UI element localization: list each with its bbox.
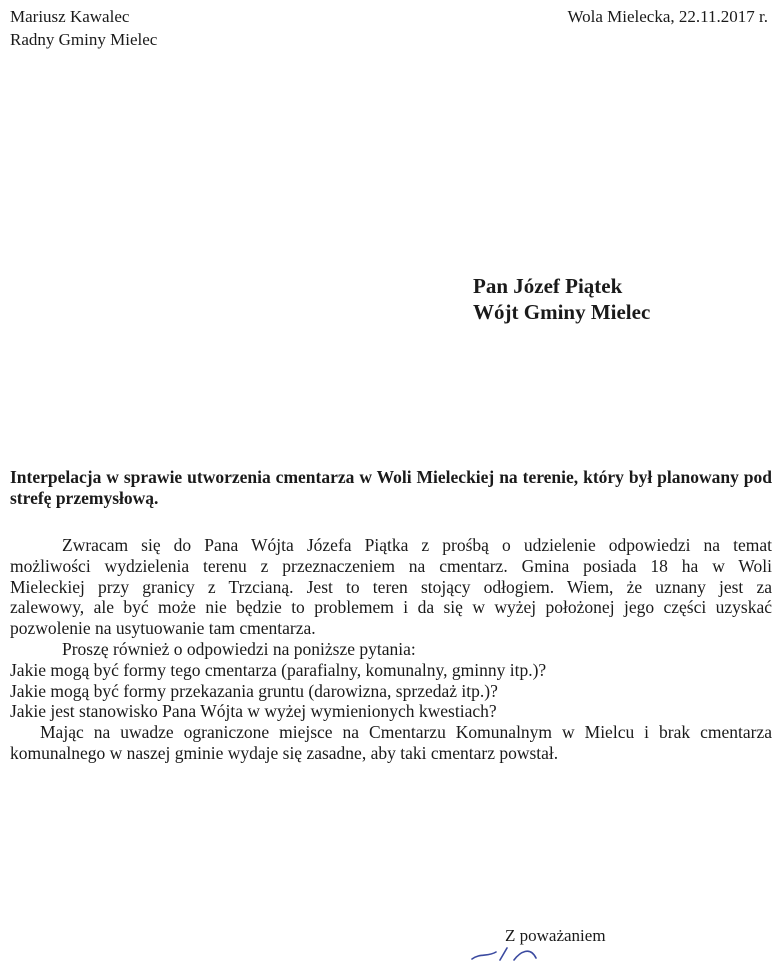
signature-scribble <box>470 944 560 961</box>
body-line: zalewowy, ale być może nie będzie to problemem i da się w wyżej położonej jego części uzyskać <box>10 597 772 618</box>
body-line: Mieleckiej przy granicy z Trzcianą. Jest to teren stojący odłogiem. Wiem, że uznany jest za <box>10 576 772 597</box>
question-item: Jakie jest stanowisko Pana Wójta w wyżej wymienionych kwestiach? <box>10 701 497 722</box>
question-item: Jakie mogą być formy tego cmentarza (parafialny, komunalny, gminny itp.)? <box>10 659 547 680</box>
place-date: Wola Mielecka, 22.11.2017 r. <box>567 7 768 26</box>
body-line: Mając na uwadze ograniczone miejsce na Cmentarzu Komunalnym w Mielcu i brak cmentarza <box>40 722 772 743</box>
letter-body <box>10 535 772 764</box>
subject-heading: Interpelacja w sprawie utworzenia cmentarza w Woli Mieleckiej na terenie, który był planowany pod strefę przemysłową. <box>10 467 772 508</box>
sender-name: Mariusz Kawalec <box>10 7 130 26</box>
body-line: pozwolenie na usytuowanie tam cmentarza. <box>10 618 316 639</box>
sender-role: Radny Gminy Mielec <box>10 30 158 49</box>
body-line: możliwości wydzielenia terenu z przeznaczeniem na cmentarz. Gmina posiada 18 ha w Woli <box>10 555 772 576</box>
sender-block <box>10 6 157 52</box>
recipient-name: Pan Józef Piątek <box>473 274 623 298</box>
question-item: Jakie mogą być formy przekazania gruntu (darowizna, sprzedaż itp.)? <box>10 680 498 701</box>
recipient-title: Wójt Gminy Mielec <box>473 300 651 324</box>
recipient-block <box>473 273 650 325</box>
body-line: Zwracam się do Pana Wójta Józefa Piątka z prośbą o udzielenie odpowiedzi na temat <box>62 535 772 555</box>
body-line: komunalnego w naszej gminie wydaje się zasadne, aby taki cmentarz powstał. <box>10 742 559 763</box>
questions-intro: Proszę również o odpowiedzi na poniższe pytania: <box>62 638 416 659</box>
closing-salutation: Z poważaniem <box>505 926 606 945</box>
